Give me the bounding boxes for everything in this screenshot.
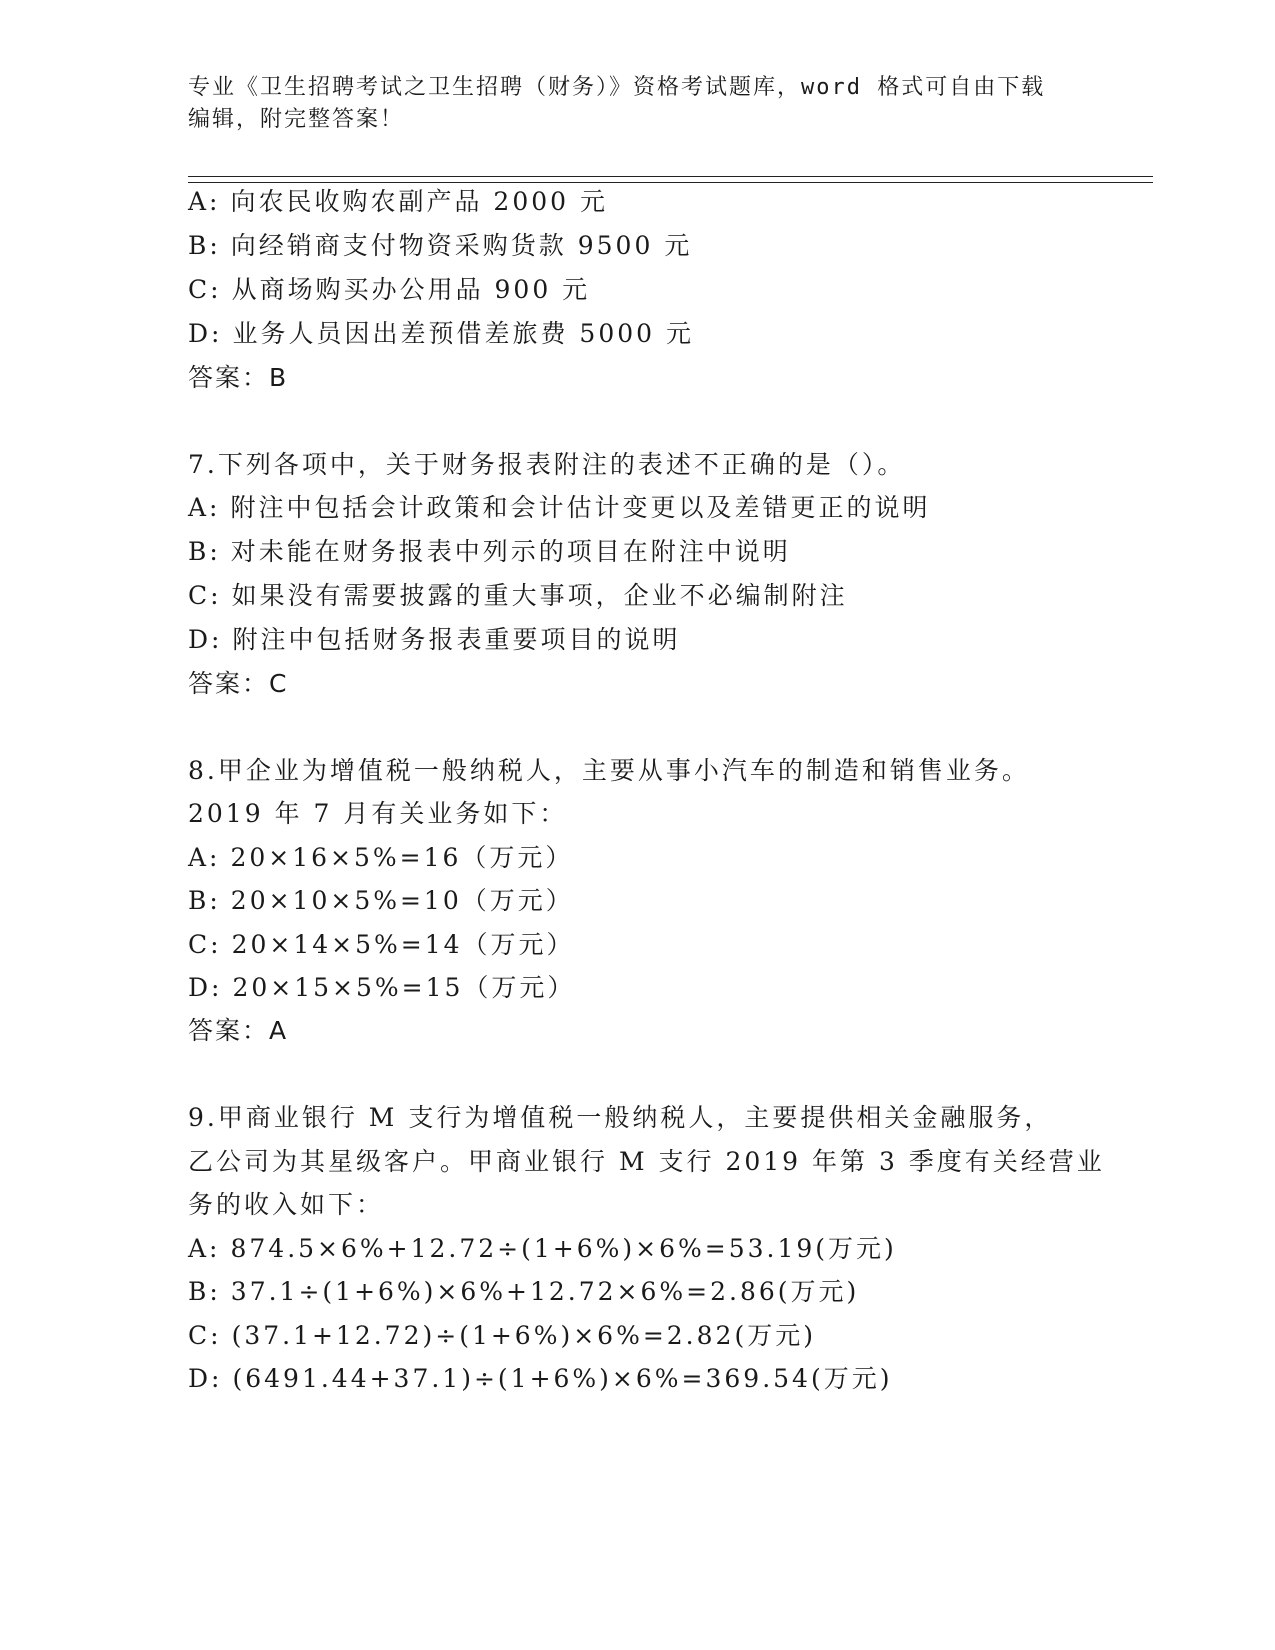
q6-option-d: [188, 319, 694, 349]
q6-answer: 答案：B: [188, 363, 289, 392]
q8-answer: 答案：A: [188, 1016, 289, 1045]
q7-option-c: [188, 581, 848, 611]
option-text: (6491.44+37.1)÷(1+6%)×6%=369.54(万元): [232, 1364, 893, 1393]
option-label: A:: [188, 187, 221, 216]
option-label: D:: [188, 1364, 223, 1393]
header-line-1: 专业《卫生招聘考试之卫生招聘（财务）》资格考试题库，word 格式可自由下载: [188, 75, 1046, 100]
document-header: [188, 72, 1088, 136]
q7-option-a: [188, 493, 931, 523]
option-text: 20×14×5%=14（万元）: [231, 930, 575, 959]
q9-option-c: [188, 1321, 816, 1351]
q8-stem-line-2: 2019 年 7 月有关业务如下：: [188, 799, 568, 828]
option-text: 附注中包括财务报表重要项目的说明: [232, 625, 681, 654]
q7-stem: 7.下列各项中，关于财务报表附注的表述不正确的是（）。: [188, 450, 906, 479]
header-line-2: 编辑，附完整答案！: [188, 107, 405, 132]
option-text: 业务人员因出差预借差旅费 5000 元: [232, 319, 694, 348]
option-text: 向农民收购农副产品 2000 元: [230, 187, 609, 216]
header-divider-bottom: [188, 182, 1153, 183]
option-label: C:: [188, 581, 222, 610]
q9-option-b: [188, 1277, 859, 1307]
q7-answer: 答案：C: [188, 669, 289, 698]
q6-option-c: [188, 275, 590, 305]
option-text: 20×16×5%=16（万元）: [230, 843, 574, 872]
option-text: 附注中包括会计政策和会计估计变更以及差错更正的说明: [230, 493, 931, 522]
q8-option-b: [188, 886, 574, 916]
option-label: B:: [188, 231, 221, 260]
option-label: D:: [188, 625, 223, 654]
header-divider-top: [188, 176, 1153, 177]
q8-option-c: [188, 930, 575, 960]
option-label: A:: [188, 493, 221, 522]
option-label: B:: [188, 886, 221, 915]
q9-stem-line-1: 9.甲商业银行 M 支行为增值税一般纳税人，主要提供相关金融服务，: [188, 1103, 1053, 1132]
q9-option-a: [188, 1234, 897, 1264]
q8-option-d: [188, 973, 575, 1003]
option-text: 如果没有需要披露的重大事项，企业不必编制附注: [231, 581, 848, 610]
q6-option-a: [188, 187, 608, 217]
option-text: 20×10×5%=10（万元）: [230, 886, 574, 915]
option-text: (37.1+12.72)÷(1+6%)×6%=2.82(万元): [231, 1321, 816, 1350]
q8-stem-line-1: 8.甲企业为增值税一般纳税人，主要从事小汽车的制造和销售业务。: [188, 756, 1030, 785]
option-text: 20×15×5%=15（万元）: [232, 973, 576, 1002]
option-text: 向经销商支付物资采购货款 9500 元: [230, 231, 693, 260]
option-label: C:: [188, 275, 222, 304]
option-label: C:: [188, 930, 222, 959]
option-label: A:: [188, 843, 221, 872]
q9-stem-line-2: 乙公司为其星级客户。甲商业银行 M 支行 2019 年第 3 季度有关经营业: [188, 1147, 1105, 1176]
q9-option-d: [188, 1364, 892, 1394]
option-text: 37.1÷(1+6%)×6%+12.72×6%=2.86(万元): [230, 1277, 860, 1306]
option-label: C:: [188, 1321, 222, 1350]
q7-option-b: [188, 537, 791, 567]
option-label: B:: [188, 537, 221, 566]
q8-option-a: [188, 843, 573, 873]
option-text: 从商场购买办公用品 900 元: [231, 275, 591, 304]
option-label: A:: [188, 1234, 221, 1263]
q7-option-d: [188, 625, 680, 655]
option-label: D:: [188, 973, 223, 1002]
option-label: B:: [188, 1277, 221, 1306]
option-text: 对未能在财务报表中列示的项目在附注中说明: [230, 537, 791, 566]
q9-stem-line-3: 务的收入如下：: [188, 1190, 385, 1219]
q6-option-b: [188, 231, 692, 261]
option-label: D:: [188, 319, 223, 348]
option-text: 874.5×6%+12.72÷(1+6%)×6%=53.19(万元): [230, 1234, 897, 1263]
